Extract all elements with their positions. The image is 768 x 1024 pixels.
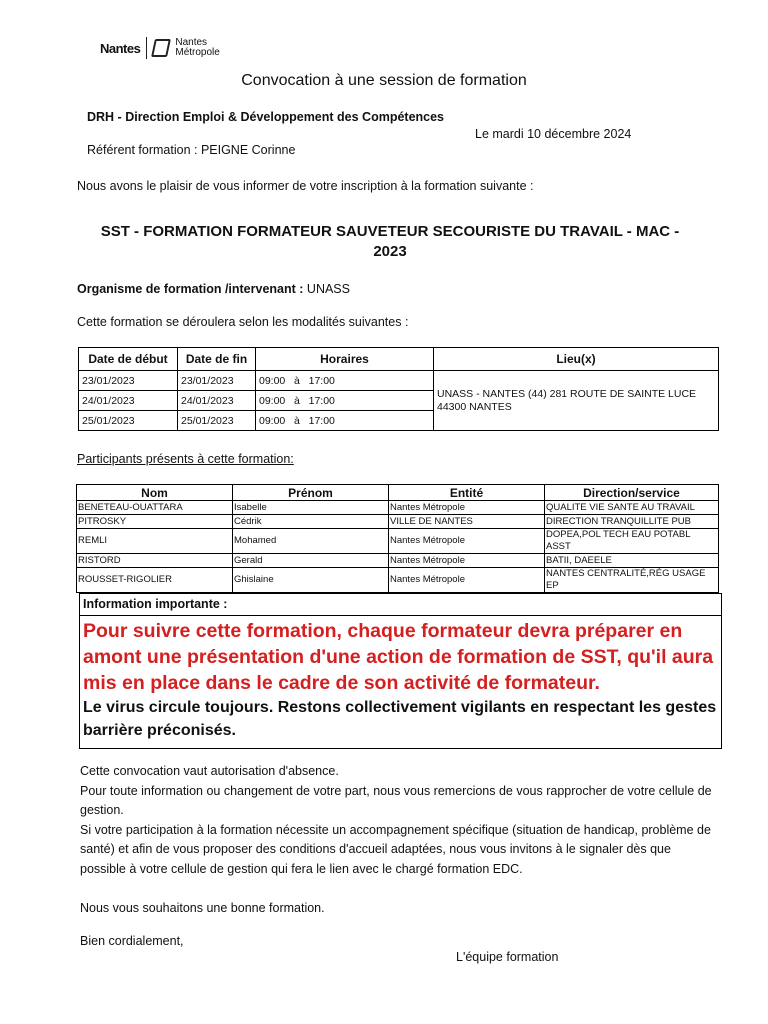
participants-label: Participants présents à cette formation: [77,452,294,466]
nantes-logo-text: Nantes [100,40,141,56]
participant-name: RISTORD [77,554,233,568]
absence-authorization: Cette convocation vaut autorisation d'absence. [80,764,339,778]
session-end: 24/01/2023 [178,391,256,411]
participant-firstname: Cédrik [233,515,389,529]
participant-name: REMLI [77,529,233,554]
participants-table [76,484,719,593]
signature: L'équipe formation [456,950,559,964]
session-start: 25/01/2023 [79,411,178,431]
participant-firstname: Gerald [233,554,389,568]
header-hours: Horaires [256,348,434,371]
sessions-table [78,347,719,431]
intro-text: Nous avons le plaisir de vous informer de votre inscription à la formation suivante : [77,179,534,193]
participant-name: PITROSKY [77,515,233,529]
participant-name: BENETEAU-OUATTARA [77,501,233,515]
referent: Référent formation : PEIGNE Corinne [87,143,296,157]
session-hours: 09:00 à 17:00 [256,371,434,391]
participant-direction: QUALITE VIE SANTE AU TRAVAIL [545,501,719,515]
logo-separator [146,37,147,59]
session-row [79,371,719,391]
participant-direction: NANTES CENTRALITÉ,RÉG USAGE EP [545,568,719,593]
sessions-header-row [79,348,719,371]
organism-value: UNASS [303,282,350,296]
participant-entity: VILLE DE NANTES [389,515,545,529]
participant-entity: Nantes Métropole [389,501,545,515]
important-info-red-text: Pour suivre cette formation, chaque formateur devra préparer en amont une présentation d'une action de formation de SST, qu'il aura mis en place dans le cadre de son activité de formateur. [83,620,714,694]
participant-name: ROUSSET-RIGOLIER [77,568,233,593]
table-row [77,501,719,515]
header-firstname: Prénom [233,485,389,501]
accommodation-info: Si votre participation à la formation nécessite un accompagnement spécifique (situation de handicap, problème de santé) et afin de vous proposer des conditions d'accueil adaptées, nous vous invitons à le signaler dès que possible à votre cellule de gestion qui fera le lien avec le chargé formation EDC. [80,822,711,876]
body-text [80,762,720,952]
participants-header-row [77,485,719,501]
logo [100,36,220,60]
session-start: 24/01/2023 [79,391,178,411]
table-row [77,529,719,554]
session-hours: 09:00 à 17:00 [256,411,434,431]
participant-firstname: Isabelle [233,501,389,515]
participant-firstname: Ghislaine [233,568,389,593]
participant-entity: Nantes Métropole [389,529,545,554]
header-direction: Direction/service [545,485,719,501]
page-title: Convocation à une session de formation [241,72,527,89]
important-info-notice: Le virus circule toujours. Restons collectivement vigilants en respectant les gestes barrière préconisés. [83,699,717,739]
important-info-header: Information importante : [80,594,721,616]
course-title: SST - FORMATION FORMATEUR SAUVETEUR SECOURISTE DU TRAVAIL - MAC - 2023 [100,223,680,260]
organism-label: Organisme de formation /intervenant : [77,282,304,296]
metropole-logo-icon [151,39,171,57]
good-wishes: Nous vous souhaitons une bonne formation. [80,900,325,915]
session-end: 23/01/2023 [178,371,256,391]
metropole-logo-text: Nantes Métropole [175,37,220,58]
table-row [77,568,719,593]
participant-entity: Nantes Métropole [389,568,545,593]
contact-info: Pour toute information ou changement de votre part, nous vous remercions de vous rapprocher de votre cellule de gestion. [80,783,712,817]
document-date: Le mardi 10 décembre 2024 [475,127,632,141]
participant-direction: DIRECTION TRANQUILLITE PUB [545,515,719,529]
table-row [77,515,719,529]
session-hours: 09:00 à 17:00 [256,391,434,411]
header-entity: Entité [389,485,545,501]
department: DRH - Direction Emploi & Développement des Compétences [87,110,445,124]
header-location: Lieu(x) [434,348,719,371]
important-info-box [79,593,722,749]
header-end-date: Date de fin [178,348,256,371]
participant-firstname: Mohamed [233,529,389,554]
session-start: 23/01/2023 [79,371,178,391]
table-row [77,554,719,568]
session-location: UNASS - NANTES (44) 281 ROUTE DE SAINTE LUCE 44300 NANTES [434,371,719,431]
participant-direction: BATII, DAEELE [545,554,719,568]
session-end: 25/01/2023 [178,411,256,431]
participant-direction: DOPEA,POL TECH EAU POTABL ASST [545,529,719,554]
participant-entity: Nantes Métropole [389,554,545,568]
organism [77,282,350,296]
closing: Bien cordialement, [80,934,184,948]
header-name: Nom [77,485,233,501]
header-start-date: Date de début [79,348,178,371]
modalities-text: Cette formation se déroulera selon les modalités suivantes : [77,315,409,329]
